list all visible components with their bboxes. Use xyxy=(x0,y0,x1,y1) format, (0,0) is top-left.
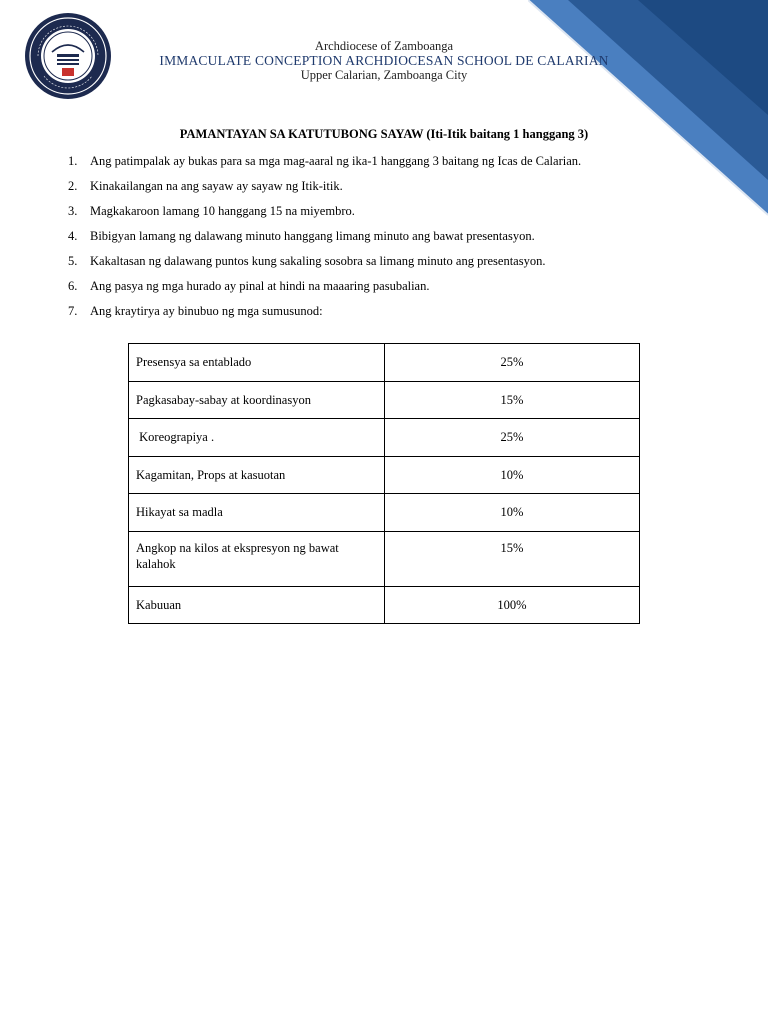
table-row xyxy=(129,419,640,457)
criteria-table xyxy=(128,343,640,624)
list-item xyxy=(68,203,758,228)
table-row xyxy=(129,382,640,419)
criterion-weight: 15% xyxy=(385,382,640,419)
table-row xyxy=(129,587,640,624)
criterion-weight: 10% xyxy=(385,494,640,532)
list-number: 6. xyxy=(68,279,78,293)
list-item xyxy=(68,153,758,178)
table-row xyxy=(129,532,640,587)
list-item-text: Bibigyan lamang ng dalawang minuto hanggang limang minuto ang bawat presentasyon. xyxy=(90,229,535,243)
list-item xyxy=(68,303,758,328)
list-item-text: Ang patimpalak ay bukas para sa mga mag-aaral ng ika-1 hanggang 3 baitang ng Icas de Calarian. xyxy=(90,154,582,168)
list-number: 2. xyxy=(68,179,78,193)
list-item-text: Magkakaroon lamang 10 hanggang 15 na miyembro. xyxy=(90,204,355,218)
criterion-weight: 25% xyxy=(385,344,640,382)
criterion-name: Kabuuan xyxy=(129,587,385,624)
document-title: PAMANTAYAN SA KATUTUBONG SAYAW (Iti-Itik baitang 1 hanggang 3) xyxy=(179,127,589,141)
list-number: 3. xyxy=(68,204,78,218)
criterion-weight: 25% xyxy=(385,419,640,457)
criterion-name: Presensya sa entablado xyxy=(129,344,385,382)
list-item-text: Kakaltasan ng dalawang puntos kung sakaling sosobra sa limang minuto ang presentasyon. xyxy=(90,254,546,268)
criterion-name: Hikayat sa madla xyxy=(129,494,385,532)
table-row xyxy=(129,494,640,532)
list-item-text: Kinakailangan na ang sayaw ay sayaw ng Itik-itik. xyxy=(90,179,343,193)
criterion-name: Pagkasabay-sabay at koordinasyon xyxy=(129,382,385,419)
school-address: Upper Calarian, Zamboanga City xyxy=(300,68,468,82)
list-item-text: Ang pasya ng mga hurado ay pinal at hindi na maaaring pasubalian. xyxy=(90,279,430,293)
criterion-weight: 10% xyxy=(385,457,640,494)
school-name: IMMACULATE CONCEPTION ARCHDIOCESAN SCHOOL DE CALARIAN xyxy=(159,53,609,68)
archdiocese-name: Archdiocese of Zamboanga xyxy=(314,39,454,53)
list-number: 7. xyxy=(68,304,78,318)
list-number: 4. xyxy=(68,229,78,243)
list-number: 1. xyxy=(68,154,78,168)
letterhead xyxy=(0,39,768,82)
list-item xyxy=(68,253,758,278)
list-item-text: Ang kraytirya ay binubuo ng mga sumusunod: xyxy=(90,304,323,318)
list-item xyxy=(68,228,758,253)
criterion-name: Koreograpiya . xyxy=(129,419,385,457)
criterion-weight: 100% xyxy=(385,587,640,624)
list-number: 5. xyxy=(68,254,78,268)
rules-list xyxy=(68,153,758,328)
criterion-name: Kagamitan, Props at kasuotan xyxy=(129,457,385,494)
list-item xyxy=(68,278,758,303)
criterion-name: Angkop na kilos at ekspresyon ng bawat kalahok xyxy=(129,532,385,587)
criterion-weight: 15% xyxy=(385,532,640,587)
list-item xyxy=(68,178,758,203)
table-row xyxy=(129,344,640,382)
table-row xyxy=(129,457,640,494)
